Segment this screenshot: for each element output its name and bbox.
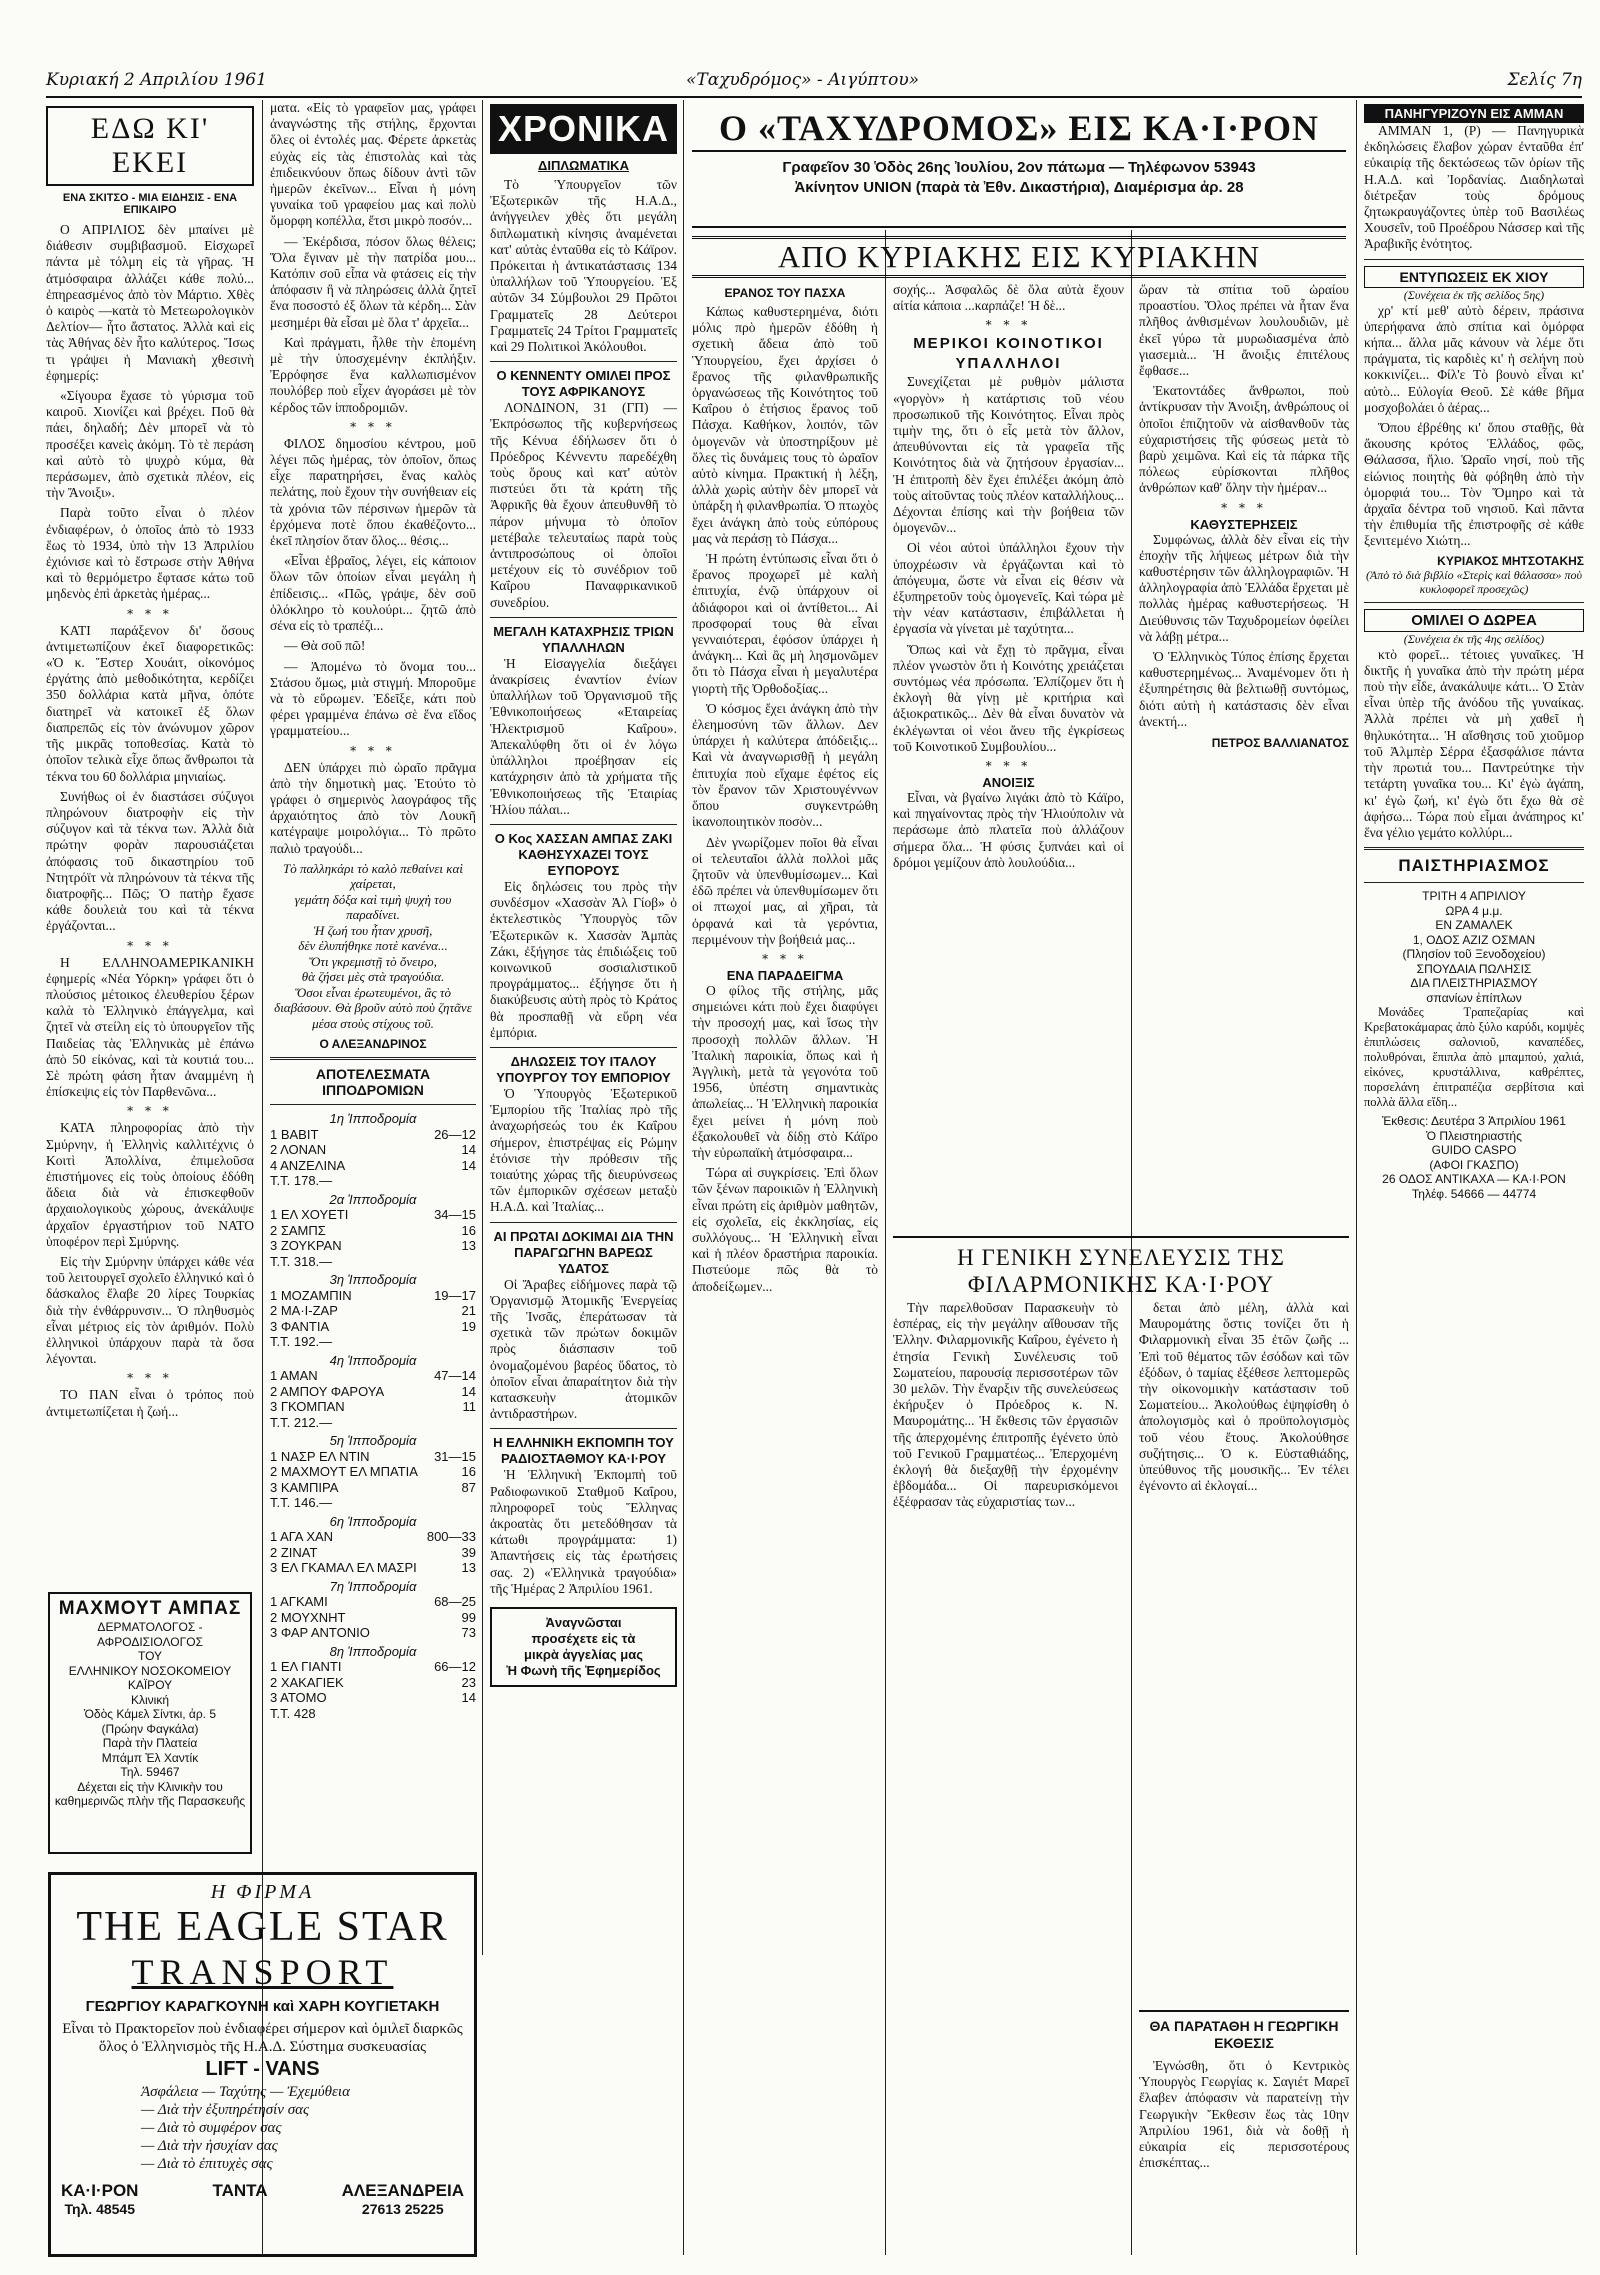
kyriaki-p1: Κάπως καθυστερημένα, διότι μόλις πρὸ ἡμερῶν ἐδόθη ἡ σχετικὴ ἄδεια ἀπὸ τοῦ Ὑπουργείου, ἔχει ἀρχίσει ὁ ἔρανος τῆς φιλανθρωπικῆς ὀργανώσεως τῆς Κοινότητος τοῦ Καΐρου ὁ ἐτήσιος ἔρανος τοῦ Πάσχα. Καθήκον, λοιπόν, τῶν ὁμογενῶν νὰ ὑποστηρίξουν μὲ ὅλες τὶς δυνάμεις τους τὸ ὡραῖον αὐτὸ κίνημα. Πρακτική ἡ λέξη, ἀλλὰ χωρὶς αὐτὴν δὲν μπορεῖ νὰ ὑπάρξη ἡ φιλανθρωπία. Ὁ πτωχὸς ἔχει ἀνάγκη ἀπὸ τοὺς εὐπόρους μας νὰ περάσῃ τὸ Πάσχα... (692, 304, 878, 546)
kyriaki-sub: ΕΡΑΝΟΣ ΤΟΥ ΠΑΣΧΑ (724, 286, 846, 300)
race-result-row (270, 1158, 476, 1174)
ad-eagle-city (213, 2181, 268, 2217)
race-payout: 23 (461, 1674, 476, 1690)
race-horse: 1 ΑΓΑ ΧΑΝ (270, 1529, 334, 1545)
kyriaki-col-c: ὥραν τὰ σπίτια τοῦ ὡραίου προαστίου. Ὅλος πρέπει νὰ ἦταν ἕνα πλῆθος ἀνθισμένων λουλουδιῶν, μὲ ἐκεῖ γύρω τὰ μυρωδιασμένα ἀπὸ γιασεμιὰ... Ἡ ἄνοιξις ἐπιτέλους ἔφθασε... Ἐκατοντάδες ἄνθρωποι, ποὺ ἀντίκρυσαν τὴν Ἀνοιξη, ἀνθρώπους οἱ ὁποῖοι ἐπιζητοῦν νὰ αἰσθανθοῦν τὰς εὐχαριστήσεις τῆς φύσεως μετὰ τὸ βαρὺ χειμῶνα. Καὶ εἰς τὰ πάρκα τῆς πόλεως εὑρίσκονται πλῆθος ἀνθρώπων καθ' ὅλην τὴν ἡμέραν... * * * ΚΑΘΥΣΤΕΡΗΣΕΙΣ Συμφώνως, ἀλλὰ δὲν εἶναι εἰς τὴν ἐποχὴν τῆς λήψεως μέτρων διὰ τὴν καθυστέρησιν τῶν ἀλληλογραφιῶν. Ἡ ἀλληλογραφία ἀπὸ Ἑλλάδα ἔρχεται μὲ πολλὰς ἡμέρας καθυστερήσεως. Ἡ Διεύθυνσις τῶν Ταχυδρομείων ὀφείλει νὰ λάβῃ μέτρα... Ὁ Ἑλληνικὸς Τύπος ἐπίσης ἔρχεται καθυστερημένως... Ἀναμένομεν ὅτι ἡ ἐξυπηρέτησις θὰ βελτιωθῇ συντόμως, διότι αὐτὴ ἡ κατάστασις δὲν εἶναι ἀνεκτή... ΠΕΤΡΟΣ ΒΑΛΛΙΑΝΑΤΟΣ (1139, 282, 1349, 751)
kyriaki2-sub2: ΑΝΟΙΞΙΣ (982, 775, 1035, 791)
race-horse: 3 ΓΚΟΜΠΑΝ (270, 1399, 345, 1415)
col2-signature: Ο ΑΛΕΞΑΝΔΡΙΝΟΣ (319, 1037, 427, 1052)
ad-doctor-line: Μπάμπ Ἐλ Χαντίκ (101, 1750, 199, 1765)
chronika-s6: Οἱ Ἄραβες εἰδήμονες παρὰ τῷ Ὀργανισμῷ Ἀτομικῆς Ἐνεργείας τῆς Ἰνσᾶς, ἐπεράτωσαν τὰ σχετικὰ τῶν πρώτων δοκιμῶν πρὸς διάσπασιν τοῦ ὀνομαζομένου βαρέος ὕδατος, τὸ ὁποῖον εἶναι ἀπαραίτητον διὰ τὴν κατασκευὴν ἀτομικῶν ἀντιδραστήρων. (490, 1276, 677, 1422)
poem-line: Ὅτι γκρεμιστῇ τὸ ὄνειρο, (309, 953, 437, 969)
poem-line: Τὸ παλληκάρι τὸ καλὸ πεθαίνει καὶ χαίρεται, (283, 860, 463, 892)
race-result-row (270, 1690, 476, 1706)
race-result-row (270, 1415, 476, 1431)
ad-doctor-name: ΜΑΧΜΟΥΤ ΑΜΠΑΣ (58, 1598, 242, 1619)
chios-text2: Ὅπου ἐβρέθης κι' ὅπου σταθῇς, θὰ ἄκουσης κρότος Ἑλλάδος, φῶς, Θάλασσα, ἥλιο. Ὡραῖο νησί, ποὺ τῆς εἰώνιος ποιητὴς θὰ φόβηθη ἀπὸ τὴν ὀμορφιά του... Τὸν Ὅμηρο καὶ τὰ ἀρχαῖα δέντρα τοῦ νησιοῦ. Καὶ πᾶντα τὴν ἐπιθυμία τῆς ἐπιστροφῆς σὲ κάθε ξενιτεμένο Χιώτη... (1364, 420, 1584, 549)
auction-text: Μονάδες Τραπεζαρίας καὶ Κρεβατοκάμαρας ἀπὸ ξύλο καρύδι, κομψὲς ἐπιπλώσεις σαλονιοῦ, καναπέδες, πολυθρόναι, ἕπιπλα ἀπὸ μπαμπού, χαλιά, εἰκόνες, κρυστάλλινα, καθρέπτες, πορσελάνη ἐπιτραπέζια σερβίτσια καὶ πολλὰ ἄλλα εἴδη... (1364, 1005, 1584, 1110)
ad-doctor-line: Ὁδὸς Κάμελ Σίντκι, ἀρ. 5 (83, 1707, 217, 1721)
race-horse: Τ.Τ. 318.— (270, 1253, 333, 1269)
race-payout: 14 (461, 1690, 476, 1706)
race-payout: 19—17 (434, 1287, 476, 1303)
header-page: Σελίς 7η (1507, 70, 1582, 90)
col2-poem (270, 861, 476, 1032)
race-horse: 2 ΜΟΥΧΝΗΤ (270, 1609, 346, 1625)
city-name: ΤΑΝΤΑ (212, 2181, 268, 2200)
race-horse: 2 ΜΑΧΜΟΥΤ ΕΛ ΜΠΑΤΙΑ (270, 1464, 418, 1480)
auction-line: ΣΠΟΥΔΑΙΑ ΠΩΛΗΣΙΣ (1416, 961, 1532, 976)
header-rule (46, 96, 1582, 98)
chronika-s2-title: Ο ΚΕΝΝΕΝΤΥ ΟΜΙΛΕΙ ΠΡΟΣ ΤΟΥΣ ΑΦΡΙΚΑΝΟΥΣ (496, 368, 671, 400)
col2-p6: — Θὰ σοῦ πῶ! (284, 638, 366, 654)
city-phone: Τηλ. 48545 (64, 2201, 135, 2217)
ad-eagle-line: — Διὰ τὴν ἐξυπηρέτησίν σας (141, 2102, 310, 2118)
race-horse: 3 ΑΤΟΜΟ (270, 1690, 327, 1706)
column-8 (1364, 100, 1584, 2265)
race-heading: 2α Ἱπποδρομία (329, 1191, 417, 1207)
col2-p2: — Ἐκέρδισα, πόσον ὅλως θέλεις; Ὅλα ἔγιναν μὲ τὴν πατρίδα μου... Κατόπιν σοῦ εἶπα νὰ φτάσεις εἰς τὴν ἀπόφασιν ἢ νὰ πληρώσεις ἀλλὰ ζητεῖ ἕνα ποσοστό ἐξ ὅλων τὰ κέρδη... Σὰν μεσημέρι θὰ εἶσαι μὲ ὅλα τ' ἀρχεῖα... (270, 233, 476, 330)
auction-footer-line: (ΑΦΟΙ ΓΚΑΣΠΟ) (1429, 1157, 1519, 1172)
race-result-row (270, 1706, 476, 1722)
race-horse: 2 ΧΑΚΑΓΙΕΚ (270, 1674, 344, 1690)
edo-p5: Συνήθως οἱ ἐν διαστάσει σύζυγοι πληρώνουν διατροφὴν εἰς τὴν σύζυγον καὶ τὰ τέκνα των. Ἀλλὰ διὰ πρώτην φορὰν παρουσιάζεται ἀπόφασις τοῦ δικαστηρίου τοῦ Ντητρόϊτ νὰ πληρώνουν τὰ τέκνα τῆς διατροφῆς... Πῶς; Ὁ πατὴρ ἔχασε κάθε δουλειὰ του καὶ τὰ τέκνα ἐργάζονται... (46, 788, 254, 934)
chronika-s4-title: Ο Κος ΧΑΣΣΑΝ ΑΜΠΑΣ ΖΑΚΙ ΚΑΘΗΣΥΧΑΖΕΙ ΤΟΥΣ ΕΥΠΟΡΟΥΣ (494, 830, 673, 878)
chronika-s7: Ἡ Ἑλληνικὴ Ἐκπομπὴ τοῦ Ραδιοφωνικοῦ Σταθμοῦ Καΐρου, πληροφορεῖ τοὺς Ἕλληνας ἀκροατὰς ὅτι μετεδόθησαν τὰ κάτωθι προγράμματα: 1) Ἀπαντήσεις εἰς τὰς ἐρωτήσεις σας. 2) «Ἐλληνικὰ τραγούδια» τῆς Ἡμέρας 2 Ἀπριλίου 1961. (490, 1467, 677, 1596)
chronika-ad-box (490, 1607, 677, 1687)
race-result-row (270, 1610, 476, 1626)
kyriaki-para-title: ΕΝΑ ΠΑΡΑΔΕΙΓΜΑ (726, 967, 844, 983)
race-result-row (270, 1545, 476, 1561)
kyriaki3-sub1: ΚΑΘΥΣΤΕΡΗΣΕΙΣ (1190, 516, 1298, 532)
ad-doctor-line: ΑΦΡΟΔΙΣΙΟΛΟΓΟΣ (97, 1634, 203, 1649)
race-horse: 3 ΕΛ ΓΚΑΜΑΛ ΕΛ ΜΑΣΡΙ (270, 1560, 417, 1576)
auction-footer-line: Ἐκθεσις: Δευτέρα 3 Ἀπριλίου 1961 (1382, 1114, 1566, 1129)
genset-col-b (1139, 1300, 1349, 1995)
city-name: ΑΛΕΞΑΝΔΡΕΙΑ (341, 2181, 464, 2200)
ad-doctor-line: (Πρώην Φαγκάλα) (101, 1721, 199, 1736)
race-payout (420, 1334, 476, 1350)
race-result-row (270, 1480, 476, 1496)
chronika-s4: Εἰς δηλώσεις του πρὸς τὴν συνδέσμον «Χασσὰν Ἀλ Γίοβ» ὁ ἐκτελεστικὸς Ὑπουργὸς τῶν Ἐξωτερικῶν κ. Χασσὰν Ἀμπὰς Ζάκι, ἐξήγησε τὰς ἐπιδιώξεις τοῦ κοινωνικοῦ σοσιαλιστικοῦ προγράμματος... ἐξήγησε ὅτι ἡ διακύβευσις αὐτὴ πρὸς τὸ Κράτος θὰ προσπαθῇ νὰ εὕρη νέα ἐμπόρια. (490, 878, 677, 1040)
ad-doctor-line: ΕΛΛΗΝΙΚΟΥ ΝΟΣΟΚΟΜΕΙΟΥ (68, 1663, 232, 1678)
auction-line: ΤΡΙΤΗ 4 ΑΠΡΙΛΙΟΥ (1422, 889, 1526, 904)
race-payout: 11 (462, 1399, 476, 1415)
genset-headline (893, 1236, 1349, 1298)
race-horse: Τ.Τ. 428 (270, 1705, 316, 1721)
running-header (46, 70, 1582, 96)
race-payout: 14 (461, 1383, 476, 1399)
chios-title: ΕΝΤΥΠΩΣΕΙΣ ΕΚ ΧΙΟΥ (1364, 266, 1584, 288)
col2-p3: Καὶ πράγματι, ἦλθε τὴν ἑπομένη μὲ τὴν ὑποσχεμένην ἐκπλήξιν. Ἐρρόφησε ἕνα καλλωπισμένον πουλόβερ ποὺ εἶχεν ἀγοράσει μὲ τὸν κέρδος τῶν ἱπποδρομιῶν. (270, 334, 476, 415)
banner-line2: Ἀκίνητον UNION (παρὰ τὰ Ἐθν. Δικαστήρια), Διαμέρισμα ἀρ. 28 (794, 179, 1244, 196)
chronika-ad-line: Ἡ Φωνὴ τῆς Ἐφημερίδος (506, 1663, 661, 1679)
race-horse: 3 ΚΑΜΠΙΡΑ (270, 1479, 339, 1495)
col2-p8: ΔΕΝ ὑπάρχει πιὸ ὡραῖο πρᾶγμα ἀπὸ τὴν δημοτικὴ μας. Ἐτούτο τὸ γράφει ὁ σημερινὸς λαογράφος τῆς ἀρχαιότητος ἀπὸ τὸν Λουκῆ κατέγραψε μοιρολόγια... Τὸ πρῶτο παλιὸ τραγούδι... (270, 759, 476, 856)
column-rule (482, 100, 483, 1955)
chronika-s3-title: ΜΕΓΑΛΗ ΚΑΤΑΧΡΗΣΙΣ ΤΡΙΩΝ ΥΠΑΛΛΗΛΩΝ (493, 623, 674, 655)
ad-eagle-line: — Διὰ τὴν ἡσυχίαν σας (141, 2138, 278, 2154)
race-result-row (270, 1303, 476, 1319)
race-horse: 3 ΖΟΥΚΡΑΝ (270, 1238, 342, 1254)
poem-line: Ἡ ζωή του ἦταν χρυσῆ, (313, 922, 433, 938)
ad-eagle-star (48, 1872, 477, 2257)
race-payout: 39 (461, 1544, 476, 1560)
city-name: ΚΑ·Ι·ΡΟΝ (61, 2181, 139, 2200)
race-payout: 14 (461, 1157, 476, 1173)
auction-footer-line: Τηλέφ. 54666 — 44774 (1411, 1186, 1537, 1201)
race-horse: 4 ΑΝΖΕΛΙΝΑ (270, 1157, 346, 1173)
kyriaki-title: ΑΠΟ ΚΥΡΙΑΚΗΣ ΕΙΣ ΚΥΡΙΑΚΗΝ (692, 236, 1346, 278)
column-rule (683, 100, 684, 2255)
edo-p8: Εἰς τὴν Σμύρνην ὑπάρχει κάθε νέα τοῦ λειτουργεῖ σχολεῖο ἑλληνικό καὶ ὁ δάσκαλος ἔλαβε 20 λίρες Τουρκίας διὰ τὴν ἐνθάρρυνσιν... Ὁ πληθυσμὸς εἶναι μέτριος εἰς τὸν ἀριθμόν. Πολὺ ἐλληνικοὶ ὑπάρχουν παρὰ τὰ ὅσα λέγονται. (46, 1253, 254, 1367)
genset-b: δεται ἀπὸ μέλη, ἀλλὰ καὶ Μαυρομάτης ὅστις τονίζει ὅτι ἡ Φιλαρμονικὴ εἶναι 35 ἐτῶν ζωῆς ... Ἐπὶ τοῦ θέματος τῶν ἐσόδων καὶ τῶν ἐξόδων, ὁ ταμίας ἐξέθεσε λεπτομερῶς τὴν οἰκονομικὴν κατάστασιν τοῦ Σωματείου... Ἀκολούθως ἐψηφίσθη ὁ ἀπολογισμὸς καὶ ὁ προϋπολογισμὸς τοῦ νέου ἔτους. Ἀκολούθησε συζήτησις... Ὁ κ. Εὐσταθιάδης, ὑπεύθυνος τῆς μουσικῆς... Ἐν τέλει ἐγένοντο αἱ ἐκλογαί... (1139, 1300, 1349, 1494)
race-heading: 4η Ἱπποδρομία (329, 1352, 417, 1368)
kyriaki-p3: Ὁ κόσμος ἔχει ἀνάγκη ἀπὸ τὴν ἐλεημοσύνη τῶν ἄλλων. Δεν ὑπάρχει ἡ καλύτερα ἀπόδειξις... Καὶ νὰ ἀναγνωρισθῇ ἡ μεγάλη ἐπιτυχία ποὺ εἴχαμε ἐφέτος εἰς τὸν ἔρανον τῶν Χριστουγέννων ὅπου συγκεντρώθη ἱκανοποιητικὸν ποσὸν... (692, 700, 878, 830)
col2-p5: «Εἶναι ἑβραῖος, λέγει, εἰς κάποιον ὅλων τῶν ὁποίων εἶναι μεγάλη ἡ ἐπίδεισις... «Πῶς, γράψε, δὲν σοῦ ὁλόκληρο τὸ κουλούρι... ζητῶ ἀπὸ σένα εἰς τὸ τραπέζι... (270, 553, 476, 634)
race-payout (420, 1173, 476, 1189)
chios-signature: ΚΥΡΙΑΚΟΣ ΜΗΤΣΟΤΑΚΗΣ (1437, 553, 1584, 568)
kyriaki-p5: Ο φίλος τῆς στήλης, μᾶς σημειώνει κάτι ποὺ ἔχει διαφύγει τὴν προσοχή μας, καὶ ἴσως τὴν προσοχὴ πολλῶν ἄλλων. Ἡ Ἰταλικὴ παροικία, ὅπως καὶ ἡ Ἀγγλικὴ, μετὰ τὰ γεγονότα τοῦ 1956, ὑπέστη σημαντικὰς ἀπωλείας... Ἡ Ἑλληνικὴ παροικία ἔχει μείνει ἡ μόνη ποὺ ἐξακολουθεῖ νὰ δίδῃ στὸ Κάϊρο τὴν εὐρωπαϊκὴ ἀτμόσφαιρα... (692, 982, 878, 1160)
ad-doctor-line: Δέχεται εἰς τὴν Κλινικὴν του καθημερινῶς πλὴν τῆς Παρασκευῆς (54, 1779, 246, 1808)
race-payout: 21 (461, 1303, 476, 1319)
ad-doctor-line: Κλινική (130, 1692, 169, 1707)
race-horse: 1 ΑΓΚΑΜΙ (270, 1594, 328, 1610)
kyriaki-p6: Τώρα αἱ συγκρίσεις. Ἐπὶ ὅλων τῶν ξένων παροικιῶν ἡ Ἑλληνικὴ εἶναι πρώτη εἰς ἀριθμὸν μαθητῶν, εἰς σχολεῖα, εἰς ἐκκλησίας, εἰς συλλόγους... Ἡ Ἑλληνικὴ εἶναι καὶ ἡ πλέον δραστήρια παροικία. Πιστεύομε πῶς θὰ τὸ ἀποδείξωμεν... (692, 1165, 878, 1294)
dorea-title: ΟΜΙΛΕΙ Ο ΔΩΡΕΑ (1364, 609, 1584, 632)
kyriaki2-sub1: ΜΕΡΙΚΟΙ ΚΟΙΝΟΤΙΚΟΙ ΥΠΑΛΛΗΛΟΙ (913, 335, 1104, 373)
race-result-row (270, 1659, 476, 1675)
edo-p9: ΤΟ ΠΑΝ εἶναι ὁ τρόπος ποὺ ἀντιμετωπίζεται ἡ ζωή... (46, 1387, 254, 1419)
race-payout: 13 (461, 1238, 476, 1254)
race-horse: 1 ΕΛ ΧΟΥΕΤΙ (270, 1207, 349, 1223)
race-payout: 31—15 (434, 1448, 476, 1464)
banner (692, 106, 1346, 224)
ad-doctor-line: Παρὰ τὴν Πλατεία (102, 1736, 198, 1750)
chronika-s5-title: ΔΗΛΩΣΕΙΣ ΤΟΥ ΙΤΑΛΟΥ ΥΠΟΥΡΓΟΥ ΤΟΥ ΕΜΠΟΡΙΟΥ (496, 1053, 671, 1085)
race-horse: 1 ΑΜΑΝ (270, 1368, 318, 1384)
edo-p4: ΚΑΤΙ παράξενον δι' ὅσους ἀντιμετωπίζουν ἐκεῖ διαφορετικῶς: «Ὁ κ. Ἔστερ Χουάιτ, οἰκονόμος ἐργάτης ἀπὸ μεθοδικότητα, κερδίζει 350 δολλάρια κατὰ μῆνα, ὁπότε διατηρεῖ νὰ κατοικεῖ ἐξ ὅλων διαπρεπῶς εἰς τὸν ἀνώνυμον χῶρον τῆς μικρᾶς τοποθεσίας. Κατὰ τὸ ὁποῖον τελικὰ εἶχε ὅπως ἄνθρωποι τὰ τέκνα του 60 δολλάρια μηνιαίως. (46, 622, 254, 784)
chios-sign-note: (Ἀπὸ τὸ διὰ βιβλίο «Στερὶς καὶ θάλασσα» ποὺ κυκλοφορεῖ προσεχῶς) (1365, 567, 1583, 596)
race-heading: 5η Ἱπποδρομία (329, 1433, 417, 1449)
chronika-ad-line: προσέχετε εἰς τὰ (531, 1631, 636, 1647)
races-title: ΑΠΟΤΕΛΕΣΜΑΤΑ ΙΠΠΟΔΡΟΜΙΩΝ (315, 1066, 431, 1099)
race-payout: 73 (461, 1625, 476, 1641)
race-payout: 87 (461, 1479, 476, 1495)
kyriaki-col-a: ΕΡΑΝΟΣ ΤΟΥ ΠΑΣΧΑ Κάπως καθυστερημένα, διότι μόλις πρὸ ἡμερῶν ἐδόθη ἡ σχετικὴ ἄδεια ἀπὸ τοῦ Ὑπουργείου, ἔχει ἀρχίσει ὁ ἔρανος τῆς φιλανθρωπικῆς ὀργανώσεως τῆς Κοινότητος τοῦ Καΐρου ὁ ἐτήσιος ἔρανος τοῦ Πάσχα. Καθήκον, λοιπόν, τῶν ὁμογενῶν νὰ ὑποστηρίξουν μὲ ὅλες τὶς δυνάμεις τους τὸ ὡραῖον αὐτὸ κίνημα. Πρακτική ἡ λέξη, ἀλλὰ χωρὶς αὐτὴν δὲν μπορεῖ νὰ ὑπάρξη ἡ φιλανθρωπία. Ὁ πτωχὸς ἔχει ἀνάγκη ἀπὸ τοὺς εὐπόρους μας νὰ περάσῃ τὸ Πάσχα... Ἡ πρώτη ἐντύπωσις εἶναι ὅτι ὁ ἔρανος προχωρεῖ μὲ καλὴ ἐπιτυχία, ἐνῷ ὑπάρχουν οἱ ἀδιάφοροι καὶ οἱ ἀντίθετοι... Αἱ προσφοραί τους θὰ εἶναι γενναιότεραι, ἐφόσον ὑπάρχει ἡ ἀνάγκη... Καὶ ἂς μὴ λησμονῶμεν ὅτι τὸ Πάσχα εἶναι ἡ μεγαλυτέρα γιορτὴ τῆς Ὀρθοδοξίας... Ὁ κόσμος ἔχει ἀνάγκη ἀπὸ τὴν ἐλεημοσύνη τῶν ἄλλων. Δεν ὑπάρχει ἡ καλύτερα ἀπόδειξις... Καὶ νὰ ἀναγνωρισθῇ ἡ μεγάλη ἐπιτυχία ποὺ εἴχαμε ἐφέτος εἰς τὸν ἔρανον τῶν Χριστουγέννων ὅπου συγκεντρώθη ἱκανοποιητικὸν ποσὸν... Δὲν γνωρίζομεν ποῖοι θὰ εἶναι οἱ τελευταῖοι ἀλλὰ πολλοὶ μᾶς ζητοῦν νὰ ὑπενθυμίσωμεν... Καὶ ἐδῶ πρέπει νὰ ὑπενθυμίσωμεν ὅτι οἱ πτωχοί μας, αἱ χῆραι, τὰ ὀρφανά καὶ τὰ γερόντια, περιμένουν τὴν βοήθειά μας... * * * ΕΝΑ ΠΑΡΑΔΕΙΓΜΑ Ο φίλος τῆς στήλης, μᾶς σημειώνει κάτι ποὺ ἔχει διαφύγει τὴν προσοχή μας, καὶ ἴσως τὴν προσοχὴ πολλῶν ἄλλων. Ἡ Ἰταλικὴ παροικία, ὅπως καὶ ἡ Ἀγγλικὴ, μετὰ τὰ γεγονότα τοῦ 1956, ὑπέστη σημαντικὰς ἀπωλείας... Ἡ Ἑλληνικὴ παροικία ἔχει μείνει ἡ μόνη ποὺ ἐξακολουθεῖ νὰ δίδῃ στὸ Κάϊρο τὴν εὐρωπαϊκὴ ἀτμόσφαιρα... Τώρα αἱ συγκρίσεις. Ἐπὶ ὅλων τῶν ξένων παροικιῶν ἡ Ἑλληνικὴ εἶναι πρώτη εἰς ἀριθμὸν μαθητῶν, εἰς σχολεῖα, εἰς ἐκκλησίας, εἰς συλλόγους... Ἡ Ἑλληνικὴ εἶναι καὶ ἡ πλέον δραστήρια παροικία. Πιστεύομε πῶς θὰ τὸ ἀποδείξωμεν... (692, 286, 878, 1294)
kyriaki3-p2: Ἐκατοντάδες ἄνθρωποι, ποὺ ἀντίκρυσαν τὴν Ἀνοιξη, ἀνθρώπους οἱ ὁποῖοι ἐπιζητοῦν νὰ αἰσθανθοῦν τὰς εὐχαριστήσεις τῆς φύσεως μετὰ τὸ βαρὺ χειμῶνα. Καὶ εἰς τὰ πάρκα τῆς πόλεως εὑρίσκονται πλῆθος ἀνθρώπων καθ' ὅλην τὴν ἡμέραν... (1139, 383, 1349, 496)
race-result-row (270, 1142, 476, 1158)
ad-eagle-transport: TRANSPORT (131, 1952, 394, 1992)
race-heading: 6η Ἱπποδρομία (329, 1513, 417, 1529)
auction-line: σπανίων ἐπίπλων (1426, 990, 1522, 1005)
chronika-s7-title: Η ΕΛΛΗΝΙΚΗ ΕΚΠΟΜΠΗ ΤΟΥ ΡΑΔΙΟΣΤΑΘΜΟΥ ΚΑ·Ι·ΡΟΥ (493, 1435, 674, 1467)
edo-p3: Παρὰ τοῦτο εἶναι ὁ πλέον ἐνδιαφέρων, ὁ ὁποῖος ἀπὸ τὸ 1933 ἕως τὸ 1934, ὑπὸ τὴν 13 Ἀπριλίου ἐχιόνισε καὶ τὸ ἔστρωσε στὴν Ἀθήνα καὶ τὸ θερμόμετρο ἔφτασε κάτω τοῦ μηδενὸς ἐπὶ ἀρκετὰς ἡμέρας... (46, 505, 254, 602)
race-result-row (270, 1319, 476, 1335)
ad-eagle-firm: Η ΦΙΡΜΑ (210, 1881, 315, 1903)
race-horse: Τ.Τ. 212.— (270, 1414, 333, 1430)
kyriaki2-p1: σοχής... Ἀσφαλῶς δὲ ὅλα αὐτὰ ἔχουν αἰτία κάποια ...καρπάζε! Ἡ δὲ... (893, 282, 1124, 314)
expo-text: Ἐγνώσθη, ὅτι ὁ Κεντρικὸς Ὑπουργὸς Γεωργίας κ. Σαγιέτ Μαρεῖ ἔλαβεν ἀπόφασιν νὰ παρατείνῃ τὴν Γεωργικὴν Ἔκθεσιν ἕως τὰς 10ην Ἀπριλίου 1961, διὰ νὰ δοθῇ ἡ εὐκαιρία εἰς περισσοτέρους ἐπισκέπτας... (1139, 2058, 1349, 2171)
col2-p4: ΦΙΛΟΣ δημοσίου κέντρου, μοῦ λέγει πῶς ἡμέρας, τὸν ὁποῖον, ὅπως εἶχε παρατηρήσει, ἕνας καλὸς πελάτης, ποὺ ἔχουν τὴν συνήθειαν εἰς τὰ χρόνια τῶν πέρσινων ἡμερῶν τὰ ἐρχόμενα ποτὲ ὅπου ἐκαθέζοντο... ἐκεῖ πλησίον ὅταν ὅλος... θέσις... (270, 435, 476, 549)
race-result-row (270, 1495, 476, 1511)
kyriaki-p2: Ἡ πρώτη ἐντύπωσις εἶναι ὅτι ὁ ἔρανος προχωρεῖ μὲ καλὴ ἐπιτυχία, ἐνῷ ὑπάρχουν οἱ ἀδιάφοροι καὶ οἱ ἀντίθετοι... Αἱ προσφοραί τους θὰ εἶναι γενναιότεραι, ἐφόσον ὑπάρχει ἡ ἀνάγκη... Καὶ ἂς μὴ λησμονῶμεν ὅτι τὸ Πάσχα εἶναι ἡ μεγαλυτέρα γιορτὴ τῆς Ὀρθοδοξίας... (692, 551, 878, 696)
ad-eagle-cities (61, 2181, 464, 2217)
race-payout (420, 1254, 476, 1270)
header-date: Κυριακή 2 Απριλίου 1961 (46, 70, 267, 90)
auction-line: ΕΝ ΖΑΜΑΛΕΚ (1435, 918, 1513, 933)
ad-eagle-line: — Διὰ τὸ συμφέρον σας (141, 2120, 282, 2136)
race-horse: 3 ΦΑΝΤΙΑ (270, 1318, 330, 1334)
ad-eagle-city (342, 2181, 464, 2217)
race-heading: 3η Ἱπποδρομία (329, 1272, 417, 1288)
race-horse: 2 ΑΜΠΟΥ ΦΑΡΟΥΑ (270, 1383, 385, 1399)
kyriaki2-p2: Συνεχίζεται μὲ ρυθμὸν μάλιστα «γοργὸν» ἡ κατάρτισις τοῦ νέου προσωπικοῦ τῆς Κοινότητος. Εἶναι πρὸς τιμὴν της, ὅτι ὁ εἷς μετὰ τὸν ἄλλον, ἀπευθύνονται εἰς τὰ γραφεῖα τῆς Κοινότητος διὰ νὰ ζητήσουν ἐργασίαν... Ἡ ἐπιτροπὴ δὲν ἔχει ἐπιλέξει ἀκόμη ἀπὸ τοὺς αἰτοῦντας τοὺς πλέον καταλλήλους... Δέχονται ἐπίσης καὶ τὴν βοήθεια τῶν ὁμογενῶν... (893, 374, 1124, 536)
kyriaki-p4: Δὲν γνωρίζομεν ποῖοι θὰ εἶναι οἱ τελευταῖοι ἀλλὰ πολλοὶ μᾶς ζητοῦν νὰ ὑπενθυμίσωμεν... Καὶ ἐδῶ πρέπει νὰ ὑπενθυμίσωμεν ὅτι οἱ πτωχοί μας, αἱ χῆραι, τὰ ὀρφανά καὶ τὰ γερόντια, περιμένουν τὴν βοήθειά μας... (692, 834, 878, 947)
race-result-row (270, 1173, 476, 1189)
race-horse: 1 ΜΟΖΑΜΠΙΝ (270, 1287, 352, 1303)
amman-text: ΑΜΜΑΝ 1, (Ρ) — Πανηγυρικὰ ἐκδηλώσεις ἔλαβον χώραν ἐνταῦθα ἐπ' εὐκαιρίᾳ τῆς δεκτώσεως τῶν ὁρίων τῆς Η.Α.Δ. καὶ Ἰορδανίας. Διαδηλωταὶ διέτρεξαν τοὺς δρόμους ζητωκραυγάζοντες ὑπὲρ τοῦ Βασιλέως Χουσεΐν, τοῦ Προέδρου Νάσσερ καὶ τῆς Ἀραβικῆς ἑνότητος. (1364, 123, 1584, 252)
race-horse: 2 ΛΟΝΑΝ (270, 1142, 327, 1158)
chronika-s1: Τὸ Ὑπουργεῖον τῶν Ἐξωτερικῶν τῆς Η.Α.Δ., ἀνήγγειλεν χθὲς ὅτι μεγάλη διπλωματικὴ κίνησις ἀναμένεται κατ' αὐτὰς ἐνταῦθα εἰς τὸ Κάϊρον. Πρόκειται ἡ ἀντικατάστασις 134 ὑπαλλήλων τοῦ Ὑπουργείου. Ἐξ αὐτῶν 34 Σύμβουλοι 29 Πρῶτοι Γραμματεῖς 28 Δεύτεροι Γραμματεῖς 24 Τρίτοι Γραμματεῖς καὶ 29 Πολιτικοὶ Ἀκόλουθοι. (490, 177, 677, 355)
col2-p7: — Ἀπομένω τὸ ὄνομα του... Στάσου ὅμως, μιὰ στιγμή. Μποροῦμε νὰ τὸ εὕρωμεν. Ἐδεῖξε, κάτι ποὺ φέρει γραμμένα ἐπάνω σὲ ἕνα εἴδος γραμματείου... (270, 658, 476, 739)
ad-doctor-line: ΚΑΪΡΟΥ (127, 1678, 173, 1692)
genset-title: Η ΓΕΝΙΚΗ ΣΥΝΕΛΕΥΣΙΣ ΤΗΣ ΦΙΛΑΡΜΟΝΙΚΗΣ ΚΑ·Ι·ΡΟΥ (957, 1245, 1285, 1297)
auction-line: ΔΙΑ ΠΛΕΙΣΤΗΡΙΑΣΜΟΥ (1410, 976, 1538, 991)
kyriaki-col-b: σοχής... Ἀσφαλῶς δὲ ὅλα αὐτὰ ἔχουν αἰτία κάποια ...καρπάζε! Ἡ δὲ... * * * ΜΕΡΙΚΟΙ ΚΟΙΝΟΤΙΚΟΙ ΥΠΑΛΛΗΛΟΙ Συνεχίζεται μὲ ρυθμὸν μάλιστα «γοργὸν» ἡ κατάρτισις τοῦ νέου προσωπικοῦ τῆς Κοινότητος. Εἶναι πρὸς τιμὴν της, ὅτι ὁ εἷς μετὰ τὸν ἄλλον, ἀπευθύνονται εἰς τὰ γραφεῖα τῆς Κοινότητος διὰ νὰ ζητήσουν ἐργασίαν... Ἡ ἐπιτροπὴ δὲν ἔχει ἐπιλέξει ἀκόμη ἀπὸ τοὺς αἰτοῦντας τοὺς πλέον καταλλήλους... Δέχονται ἐπίσης καὶ τὴν βοήθεια τῶν ὁμογενῶν... Οἱ νέοι αὐτοὶ ὑπάλληλοι ἔχουν τὴν ὑποχρέωσιν νὰ ἐργάζωνται καὶ τὸ ἀπόγευμα, ὥστε νὰ εἶναι εἰς θέσιν νὰ ἐξυπηρετοῦν τοὺς ὁμογενεῖς. Καὶ τώρα μὲ τὴν νέαν κατάστασιν, ἐπιβάλλεται ἡ ἐργασία νὰ γίνεται μὲ ταχύτητα... Ὅπως καὶ νὰ ἔχῃ τὸ πρᾶγμα, εἶναι πλέον γνωστὸν ὅτι ἡ Κοινότης χρειάζεται συντόμως νέα πρόσωπα. Ἐλπίζομεν ὅτι ἡ ἐκλογὴ θὰ γίνῃ μὲ κριτήρια καὶ ἀξιοκρατικῶς... Δὲν θὰ εἶναι δυνατὸν νὰ ἐκλέγωνται οἱ νέοι ἄνευ τῆς ἐγκρίσεως τοῦ Κοινοτικοῦ Συμβουλίου... * * * ΑΝΟΙΞΙΣ Εἶναι, νὰ βγαίνω λιγάκι ἀπὸ τὸ Κάϊρο, καὶ πηγαίνοντας πρὸς τὴν Ἡλιούπολιν νὰ περάσωμε ἀπὸ πλατεῖα ποὺ ἀλλάζουν σήμερα ὅλα... Ἡ φύσις ξυπνάει καὶ οἱ δρόμοι γεμίζουν ἀπὸ λουλούδια... (893, 282, 1124, 870)
ad-doctor-line: ΤΟΥ (137, 1649, 163, 1663)
race-payout: 13 (461, 1560, 476, 1576)
kyriaki-headline (692, 236, 1346, 278)
poem-line: θὰ ζήσει μὲς στὰ τραγούδια. (301, 969, 445, 985)
race-payout (420, 1706, 476, 1722)
race-horse: Τ.Τ. 178.— (270, 1173, 333, 1189)
column-rule (885, 230, 886, 2255)
race-horse: 2 ΣΑΜΠΣ (270, 1222, 326, 1238)
ad-eagle-line: — Διὰ τὸ ἐπιτυχὲς σας (141, 2156, 273, 2172)
genset-col-a (893, 1300, 1118, 2265)
header-paper: «Ταχυδρόμος» - Αιγύπτου» (686, 70, 920, 90)
edo-p7: ΚΑΤΑ πληροφορίας ἀπὸ τὴν Σμύρνην, ἡ Ἑλληνὶς καλλιτέχνις ὁ Κοιτὶ Ἀπολλίνα, ἐπιμελοῦσα ἐπιστήμονες εἰς τοὺς ὁποίους ἐδόθη ἄδεια διὰ νὰ ἐπισκεφθοῦν ἀρχαιολογικοὺς χώρους, ἀνεκάλυψε ἀρχαῖον ἐργαστήριον τοῦ ΝΑΤΟ ὑποφέρον περὶ Σμύρνης. (46, 1120, 254, 1249)
column-rule (1356, 100, 1357, 2255)
kyriaki2-p5: Εἶναι, νὰ βγαίνω λιγάκι ἀπὸ τὸ Κάϊρο, καὶ πηγαίνοντας πρὸς τὴν Ἡλιούπολιν νὰ περάσωμε ἀπὸ πλατεῖα ποὺ ἀλλάζουν σήμερα ὅλα... Ἡ φύσις ξυπνάει καὶ οἱ δρόμοι γεμίζουν ἀπὸ λουλούδια... (893, 790, 1124, 870)
chronika-s5: Ὁ Ὑπουργὸς Ἐξωτερικοῦ Ἐμπορίου τῆς Ἰταλίας πρὸ τῆς ἀναχωρήσεώς του ἐκ Καΐρου σήμερον, ἐπιστρέψας εἰς Ρώμην ἐτόνισε τὴν πρόθεσιν τῆς τοιαύτης χώρας τῆς διευρύνσεως τῶν ἐμπορικῶν σχέσεων μεταξὺ Η.Α.Δ. καὶ Ἰταλίας... (490, 1085, 677, 1215)
race-heading: 7η Ἱπποδρομία (329, 1578, 417, 1594)
chronika-s2: ΛΟΝΔΙΝΟΝ, 31 (ΓΠ) — Ἐκπρόσωπος τῆς κυβερνήσεως τῆς Κένυα ἐδήλωσεν ὅτι ὁ Πρόεδρος Κέννεντυ παρεδέχθη τοὺς ὅρους καὶ κατ' αὐτὸν πιστεύει ὅτι τὰ κράτη τῆς Ἀφρικῆς θὰ ἔχουν ἀπευθυνθῆ τὸ πάρον μήνυμα τὸ ὁποῖον μετέβαλε τελευταίως παρὰ τοὺς ἀντιπροσώπους οἱ ὁποῖοι μετέχουν εἰς τὸ συνέδριον τοῦ Καΐρου Παναφρικανικοῦ συνεδρίου. (490, 400, 677, 610)
race-result-row (270, 1384, 476, 1400)
edo-subtitle: ΕΝΑ ΣΚΙΤΣΟ - ΜΙΑ ΕΙΔΗΣΙΣ - ΕΝΑ ΕΠΙΚΑΙΡΟ (62, 192, 238, 216)
race-horse: 2 ΖΙΝΑΤ (270, 1544, 318, 1560)
race-horse: 2 ΜΑ·Ι-ΖΑΡ (270, 1303, 338, 1319)
race-payout: 34—15 (434, 1207, 476, 1223)
race-payout: 16 (461, 1464, 476, 1480)
ad-eagle-owners: ΓΕΩΡΓΙΟΥ ΚΑΡΑΓΚΟΥΝΗ καὶ ΧΑΡΗ ΚΟΥΓΙΕΤΑΚΗ (85, 1998, 440, 2015)
edo-title-box (46, 106, 254, 186)
kyriaki3-p3: Συμφώνως, ἀλλὰ δὲν εἶναι εἰς τὴν ἐποχὴν τῆς λήψεως μέτρων διὰ τὴν καθυστέρησιν τῶν ἀλληλογραφιῶν. Ἡ ἀλληλογραφία ἀπὸ Ἑλλάδα ἔρχεται μὲ πολλὰς ἡμέρας καθυστερήσεως. Ἡ Διεύθυνσις τῶν Ταχυδρομείων ὀφείλει νὰ λάβῃ μέτρα... (1139, 531, 1349, 644)
chronika-ad-line: Ἀναγνῶσται (545, 1615, 622, 1631)
poem-line: Ὅσοι εἶναι ἐρωτευμένοι, ἂς τὸ διαβάσουν. Θὰ βροῦν αὐτὸ ποὺ ζητᾶνε μέσα στοὺς στίχους τοῦ. (274, 984, 472, 1031)
race-horse: Τ.Τ. 146.— (270, 1495, 333, 1511)
poem-line: δὲν ἐλυπήθηκε ποτὲ κανένα... (298, 938, 448, 954)
race-payout: 66—12 (434, 1659, 476, 1675)
race-result-row (270, 1594, 476, 1610)
race-result-row (270, 1529, 476, 1545)
race-result-row (270, 1223, 476, 1239)
race-payout (420, 1415, 476, 1431)
race-result-row (270, 1334, 476, 1350)
auction-line: (Πλησίον τοῦ Ξενοδοχείου) (1402, 947, 1546, 962)
amman-title: ΠΑΝΗΓΥΡΙΖΟΥΝ ΕΙΣ ΑΜΜΑΝ (1364, 104, 1584, 123)
race-result-row (270, 1368, 476, 1384)
banner-title: Ο «ΤΑΧΥΔΡΟΜΟΣ» ΕΙΣ ΚΑ·Ι·ΡΟΝ (692, 106, 1346, 152)
ad-doctor-line: Τηλ. 59467 (120, 1765, 180, 1779)
auction-lines (1364, 889, 1584, 1005)
race-payout: 68—25 (434, 1594, 476, 1610)
auction-footer (1364, 1114, 1584, 1201)
race-result-row (270, 1625, 476, 1641)
race-heading: 1η Ἱπποδρομία (329, 1111, 417, 1127)
edo-title: ΕΔΩ ΚΙ' ΕΚΕΙ (90, 112, 210, 179)
poem-line: γεμάτη δόξα καὶ τιμὴ ψυχὴ του παραδίνει. (294, 891, 452, 923)
race-payout: 800—33 (426, 1529, 476, 1545)
ad-doctor-line: ΔΕΡΜΑΤΟΛΟΓΟΣ - (97, 1620, 203, 1634)
banner-line1: Γραφεῖον 30 Ὁδὸς 26ης Ἰουλίου, 2ον πάτωμα — Τηλέφωνον 53943 (782, 159, 1256, 176)
race-result-row (270, 1399, 476, 1415)
auction-title: ΠΑΙΣΤΗΡΙΑΣΜΟΣ (1398, 856, 1550, 876)
ad-eagle-desc: Εἶναι τὸ Πρακτορεῖον ποὺ ἐνδιαφέρει σήμερον καὶ ὁμιλεῖ διαρκῶς ὅλος ὁ Ἑλληνισμὸς τῆς Η.Α.Δ. Σύστημα συσκευασίας (62, 2021, 463, 2055)
ad-eagle-city (61, 2181, 138, 2217)
edo-p2: «Σίγουρα ἔχασε τὸ γύρισμα τοῦ καιροῦ. Χιονίζει καὶ βρέχει. Ποῦ θὰ πάει, δηλαδή; Δὲν μπορεῖ νὰ τὸ προσέξει κανεὶς ἀκόμη. Τὸ τὲ περάση καὶ αὐτὸ τὸ ψυχρὸ κύμα, θὰ περάσωμεν, ἀπὸ σχετικὰ πλέον, εἰς τὴν Ἄνοιξι». (46, 388, 254, 501)
race-payout: 14 (461, 1142, 476, 1158)
kyriaki3-p1: ὥραν τὰ σπίτια τοῦ ὡραίου προαστίου. Ὅλος πρέπει νὰ ἦταν ἕνα πλῆθος ἀνθισμένων λουλουδιῶν, μὲ ἐκεῖ γύρω τὰ μυρωδιασμένα ἀπὸ γιασεμιὰ... Ἡ ἄνοιξις ἐπιτέλους ἔφθασε... (1139, 282, 1349, 379)
ad-mahmout-ampas (48, 1592, 252, 1854)
chronika-s3: Ἡ Εἰσαγγελία διεξάγει ἀνακρίσεις ἐναντίον ἐνίων ὑπαλλήλων τοῦ Ὀργανισμοῦ τῆς Ἐθνικοποιήσεως «Εταιρείας Ἡλεκτρισμοῦ Καΐρου». Ἀπεκαλύφθη ὅτι οἱ ἐν λόγω ὑπάλληλοι προέβησαν εἰς κατάχρησιν ἀπὸ τὰ χρήματα τῆς Ἐθνικοποιήσεως τῆς Ἑταιρίας Ἡλίου πάλαι... (490, 655, 677, 817)
ad-eagle-name: THE EAGLE STAR (76, 1904, 449, 1950)
race-result-row (270, 1560, 476, 1576)
race-payout: 47—14 (434, 1368, 476, 1384)
chronika-s1-title: ΔΙΠΛΩΜΑΤΙΚΑ (538, 158, 629, 173)
chronika-s6-title: ΑΙ ΠΡΩΤΑΙ ΔΟΚΙΜΑΙ ΔΙΑ ΤΗΝ ΠΑΡΑΓΩΓΗΝ ΒΑΡΕΩΣ ΥΔΑΤΟΣ (493, 1228, 674, 1276)
race-result-row (270, 1288, 476, 1304)
race-result-row (270, 1207, 476, 1223)
race-horse: 1 ΒΑΒΙΤ (270, 1126, 319, 1142)
chronika-ad-line: μικρὰ ἀγγελίας μας (524, 1647, 643, 1663)
race-result-row (270, 1238, 476, 1254)
race-result-row (270, 1127, 476, 1143)
ad-eagle-lift: LIFT - VANS (205, 2058, 320, 2080)
race-result-row (270, 1464, 476, 1480)
edo-p1: Ο ΑΠΡΙΛΙΟΣ δὲν μπαίνει μὲ διάθεσιν συμβιβασμοῦ. Εἰσχωρεῖ πάντα μὲ τόλμη εἰς τὰ γῆρας. Ἡ ἀτμόσφαιρα ἀλλάζει κάθε πολύ... ἐπηρεασμένος ἀπὸ τὸν Μάρτιο. Χθὲς ὁ καιρὸς —κατὰ τὸ Μετεωρολογικὸν Δελτίον— ἦτο ἄστατος. Ἀλλὰ καὶ εἰς τὰς Ἀθήνας δὲν ἦτο καλύτερος. Ἴσως τι γράψει ἡ Μανιακὴ χθεσινὴ ἐφημερίς: (46, 222, 254, 383)
race-payout: 26—12 (434, 1126, 476, 1142)
auction-footer-line: GUIDO CASPO (1431, 1143, 1517, 1158)
race-payout: 99 (461, 1609, 476, 1625)
expo-section (1139, 2010, 1349, 2175)
auction-footer-line: Ὁ Πλειστηριαστής (1426, 1128, 1522, 1143)
race-horse: 3 ΦΑΡ ΑΝΤΟΝΙΟ (270, 1625, 370, 1641)
ad-doctor-lines (54, 1620, 246, 1809)
dorea-text: κτὸ φορεῖ... τέτοιες γυναῖκες. Ἡ δικτῆς ἡ γυναῖκα ἀπὸ τὴν πρώτη μέρα ποὺ τὴν εἶδε, ἀνακάλυψε κάτι... Ὁ Στὰν εἶναι ὑπὲρ τῆς ἀνόδου τῆς γυναίκας. Ἀλλὰ πρέπει νὰ μὴ χαθεῖ ἡ θηλυκότητα... Ἡ αἴσθησις τοῦ χιοῦμορ τοῦ Ἀλμπὲρ Σέρρα ἐξασφάλισε πάντα τὴν πρωτιά του... Παντρεύτηκε τὴν τετάρτη γυναῖκα του... Κι' ἐγὼ ἀγάπη, κι' ἐγὼ ζωή, κι' ἐγὼ ὅτι ἔχω θὰ σὲ ἀφήσω... Τώρα ποὺ εἶμαι ἀνάπηρος κι' ἕνα γέλιο γεμάτο κολλύρι... (1364, 646, 1584, 840)
race-payout (420, 1495, 476, 1511)
race-horse: 1 ΕΛ ΓΙΑΝΤΙ (270, 1659, 342, 1675)
race-horse: 1 ΝΑΣΡ ΕΛ ΝΤΙΝ (270, 1448, 370, 1464)
race-results (270, 1111, 476, 1721)
chronika-logo: ΧΡΟΝΙΚΑ (490, 104, 677, 154)
race-payout: 16 (461, 1222, 476, 1238)
race-heading: 8η Ἱπποδρομία (329, 1643, 417, 1659)
genset-a: Τὴν παρελθοῦσαν Παρασκευὴν τὸ ἑσπέρας, εἰς τὴν μεγάλην αἴθουσαν τῆς Ἑλλην. Φιλαρμονικῆς Καΐρου, ἐγένετο ἡ ἐτησία Γενικὴ Συνέλευσις τοῦ Σωματείου, παρουσίᾳ περισσοτέρων τῶν 30 μελῶν. Τὴν ἔναρξιν τῆς συνελεύσεως ἐκήρυξεν ὁ Πρόεδρος κ. Ν. Μαυρομάτης... Ἡ ἔκθεσις τῶν ἐργασιῶν τῆς ἀπερχομένης ἐπιτροπῆς ἐγένετο ὑπὸ τοῦ Γενικοῦ Γραμματέως... Ἐπερχομένη ἐκλογή θὰ διεξαχθῇ τὴν ἐρχομένην ἑβδομάδα... Οἱ παρευρισκόμενοι ἐξέφρασαν τὰς εὐχαριστίας των... (893, 1300, 1118, 1510)
race-horse: Τ.Τ. 192.— (270, 1334, 333, 1350)
race-result-row (270, 1449, 476, 1465)
kyriaki3-p4: Ὁ Ἑλληνικὸς Τύπος ἐπίσης ἔρχεται καθυστερημένως... Ἀναμένομεν ὅτι ἡ ἐξυπηρέτησις θὰ βελτιωθῇ συντόμως, διότι αὐτὴ ἡ κατάστασις δὲν εἶναι ἀνεκτή... (1139, 649, 1349, 729)
column-chronika (490, 100, 677, 2265)
kyriaki3-signature: ΠΕΤΡΟΣ ΒΑΛΛΙΑΝΑΤΟΣ (1211, 736, 1349, 751)
race-result-row (270, 1675, 476, 1691)
auction-footer-line: 26 ΟΔΟΣ ΑΝΤΙΚΑΧΑ — ΚΑ·Ι·ΡΟΝ (1382, 1172, 1566, 1187)
column-2: ματα. «Εἰς τὸ γραφεῖον μας, γράφει ἀναγνώστης τῆς στήλης, ἔρχονται ὅλες οἱ ἐντολές μας. Φέρετε ἀρκετὰς εὐχὰς εἰς τὰς ἐπιστολὰς καὶ τὰς ἐπιδεικνύουν ὅπως δίδουν ἀντὶ τῶν ἡμερῶν ἐκεῖνων... Εἶναι ἡ μόνη γυναίκα τοῦ γραφείου μας καὶ πολὺ ὄμορφη κοπέλλα, ἔτσι μικρὸ ποσόν... — Ἐκέρδισα, πόσον ὅλως θέλεις; Ὅλα ἔγιναν μὲ τὴν πατρίδα μου... Κατόπιν σοῦ εἶπα νὰ φτάσεις εἰς τὴν ἀπόφασιν ἢ νὰ πληρώσεις ἀλλὰ ζητεῖ ἕνα ποσοστό ἐξ ὅλων τὰ κέρδη... Σὰν μεσημέρι θὰ εἶσαι μὲ ὅλα τ' ἀρχεῖα... Καὶ πράγματι, ἦλθε τὴν ἑπομένη μὲ τὴν ὑποσχεμένην ἐκπλήξιν. Ἐρρόφησε ἕνα καλλωπισμένον πουλόβερ ποὺ εἶχεν ἀγοράσει μὲ τὸν κέρδος τῶν ἱπποδρομιῶν. * * * ΦΙΛΟΣ δημοσίου κέντρου, μοῦ λέγει πῶς ἡμέρας, τὸν ὁποῖον, ὅπως εἶχε παρατηρήσει, ἕνας καλὸς πελάτης, ποὺ ἔχουν τὴν συνήθειαν εἰς τὰ χρόνια τῶν πέρσινων ἡμερῶν τὰ ἐρχόμενα ποτὲ ὅπου ἐκαθέζοντο... ἐκεῖ πλησίον ὅταν ὅλος... θέσις... «Εἶναι ἑβραῖος, λέγει, εἰς κάποιον ὅλων τῶν ὁποίων εἶναι μεγάλη ἡ ἐπίδεισις... «Πῶς, γράψε, δὲν σοῦ ὁλόκληρο τὸ κουλούρι... ζητῶ ἀπὸ σένα εἰς τὸ τραπέζι... — Θὰ σοῦ πῶ! — Ἀπομένω τὸ ὄνομα του... Στάσου ὅμως, μιὰ στιγμή. Μποροῦμε νὰ τὸ εὕρωμεν. Ἐδεῖξε, κάτι ποὺ φέρει γραμμένα ἐπάνω σὲ ἕνα εἴδος γραμματείου... * * * ΔΕΝ ὑπάρχει πιὸ ὡραῖο πρᾶγμα ἀπὸ τὴν δημοτικὴ μας. Ἐτούτο τὸ γράφει ὁ σημερινὸς λαογράφος τῆς ἀρχαιότητος ἀπὸ τὸν Λουκῆ κατέγραψε μοιρολόγια... Τὸ πρῶτο παλιὸ τραγούδι... Τὸ παλληκάρι τὸ καλὸ πεθαίνει καὶ χαίρεται, γεμάτη δόξα καὶ τιμὴ ψυχὴ του παραδίνει. Ἡ ζωή του ἦταν χρυσῆ, δὲν ἐλυπήθηκε ποτὲ κανένα... Ὅτι γκρεμιστῇ τὸ ὄνειρο, θὰ ζήσει μὲς στὰ τραγούδια. Ὅσοι εἶναι ἐρωτευμένοι, ἂς τὸ διαβάσουν. Θὰ βροῦν αὐτὸ ποὺ ζητᾶνε μέσα στοὺς στίχους τοῦ. Ο ΑΛΕΞΑΝΔΡΙΝΟΣ ΑΠΟΤΕΛΕΣΜΑΤΑ ΙΠΠΟΔΡΟΜΙΩΝ 1η Ἱπποδρομία 1 ΒΑΒΙΤ 26—12 2 ΛΟΝΑΝ 14 4 ΑΝΖΕΛΙΝΑ 14 Τ.Τ. 178.— 2α Ἱπποδρομία 1 ΕΛ ΧΟΥΕΤΙ 34—15 2 ΣΑΜΠΣ 16 3 ΖΟΥΚΡΑΝ 13 Τ.Τ. 318.— 3η Ἱπποδρομία 1 ΜΟΖΑΜΠΙΝ 19—17 2 ΜΑ·Ι-ΖΑΡ 21 3 ΦΑΝΤΙΑ 19 Τ.Τ. 192.— 4η Ἱπποδρομία 1 ΑΜΑΝ 47—14 2 ΑΜΠΟΥ ΦΑΡΟΥΑ 14 3 ΓΚΟΜΠΑΝ 11 Τ.Τ. 212.— 5η Ἱπποδρομία 1 ΝΑΣΡ ΕΛ ΝΤΙΝ 31—15 2 ΜΑΧΜΟΥΤ ΕΛ ΜΠΑΤΙΑ 16 3 ΚΑΜΠΙΡΑ 87 Τ.Τ. 146.— 6η Ἱπποδρομία 1 ΑΓΑ ΧΑΝ 800—33 2 ΖΙΝΑΤ 39 3 ΕΛ ΓΚΑΜΑΛ ΕΛ ΜΑΣΡΙ 13 7η Ἱπποδρομία 1 ΑΓΚΑΜΙ 68—25 2 ΜΟΥΧΝΗΤ 99 3 ΦΑΡ ΑΝΤΟΝΙΟ 73 8η Ἱπποδρομία 1 ΕΛ ΓΙΑΝΤΙ 66—12 2 ΧΑΚΑΓΙΕΚ 23 3 ΑΤΟΜΟ 14 Τ.Τ. 428 (270, 100, 476, 1721)
race-payout: 19 (461, 1318, 476, 1334)
auction-line: ΩΡΑ 4 μ.μ. (1445, 903, 1503, 918)
expo-title: ΘΑ ΠΑΡΑΤΑΘΗ Η ΓΕΩΡΓΙΚΗ ΕΚΘΕΣΙΣ (1149, 2018, 1339, 2051)
race-result-row (270, 1254, 476, 1270)
edo-p6: Η ΕΛΛΗΝΟΑΜΕΡΙΚΑΝΙΚΗ ἐφημερίς «Νέα Υόρκη» γράφει ὅτι ὁ πλούσιος μέτοικος ἐλευθερίου ξέρων καλὰ τὸ Ἑλληνικὸ ἐπάγγελμα, καὶ ζητεῖ νὰ στείλη εἰς τὸ ὑπουργεῖον τῆς Παιδείας τὰς Ἑλληνικὰς μὲ ἐπάνω ἀπὸ 50 εἰκόνας, καὶ τὰ κουτιά του... Σὲ πρώτη φάση ἦταν ἀναμμένη ἡ ἐπίσκεψις εἰς τὸν Παρθενῶνα... (46, 954, 254, 1100)
kyriaki2-p3: Οἱ νέοι αὐτοὶ ὑπάλληλοι ἔχουν τὴν ὑποχρέωσιν νὰ ἐργάζωνται καὶ τὸ ἀπόγευμα, ὥστε νὰ εἶναι εἰς θέσιν νὰ ἐξυπηρετοῦν τοὺς ὁμογενεῖς. Καὶ τώρα μὲ τὴν νέαν κατάστασιν, ἐπιβάλλεται ἡ ἐργασία νὰ γίνεται μὲ ταχύτητα... (893, 540, 1124, 637)
chios-cont: (Συνέχεια ἐκ τῆς σελίδος 5ης) (1403, 287, 1545, 302)
ad-eagle-line: Ἀσφάλεια — Ταχύτης — Ἐχεμύθεια (141, 2084, 350, 2100)
auction-line: 1, ΟΔΟΣ ΑΖΙΖ ΟΣΜΑΝ (1412, 932, 1536, 947)
col2-p1: ματα. «Εἰς τὸ γραφεῖον μας, γράφει ἀναγνώστης τῆς στήλης, ἔρχονται ὅλες οἱ ἐντολές μας. Φέρετε ἀρκετὰς εὐχὰς εἰς τὰς ἐπιστολὰς καὶ τὰς ἐπιδεικνύουν ὅπως δίδουν ἀντὶ τῶν ἡμερῶν ἐκεῖνων... Εἶναι ἡ μόνη γυναίκα τοῦ γραφείου μας καὶ πολὺ ὄμορφη κοπέλλα, ἔτσι μικρὸ ποσόν... (270, 100, 476, 229)
chios-text: χρ' κτί μεθ' αὐτὸ δέρειν, πράσινα ὑπερήφανα ἀπὸ σπίτια καὶ ὁμόρφα κήπα... ἄλλα μᾶς κάνουν νὰ λέμε ὅτι πράγματα, τὶς καρδιὲς κι' ἡ σελήνη ποὺ κοκκινίζει... Φίλ'ε Τὸ βουνὸ εἶναι κι' αὐτὸ... Εὐλογία Θεοῦ. Σὲ κάθε βῆμα μοσχοβολάει ὁ ἀέρας... (1364, 302, 1584, 415)
dorea-cont: (Συνέχεια ἐκ τῆς 4ης σελίδος) (1403, 631, 1545, 646)
kyriaki2-p4: Ὅπως καὶ νὰ ἔχῃ τὸ πρᾶγμα, εἶναι πλέον γνωστὸν ὅτι ἡ Κοινότης χρειάζεται συντόμως νέα πρόσωπα. Ἐλπίζομεν ὅτι ἡ ἐκλογὴ θὰ γίνῃ μὲ κριτήρια καὶ ἀξιοκρατικῶς... Δὲν θὰ εἶναι δυνατὸν νὰ ἐκλέγωνται οἱ νέοι ἄνευ τῆς ἐγκρίσεως τοῦ Κοινοτικοῦ Συμβουλίου... (893, 641, 1124, 754)
ad-eagle-lines (61, 2083, 464, 2173)
column-edo-ki-ekei: ΕΔΩ ΚΙ' ΕΚΕΙ ΕΝΑ ΣΚΙΤΣΟ - ΜΙΑ ΕΙΔΗΣΙΣ - ΕΝΑ ΕΠΙΚΑΙΡΟ Ο ΑΠΡΙΛΙΟΣ δὲν μπαίνει μὲ διάθεσιν συμβιβασμοῦ. Εἰσχωρεῖ πάντα μὲ τόλμη εἰς τὰ γῆρας. Ἡ ἀτμόσφαιρα ἀλλάζει κάθε πολύ... ἐπηρεασμένος ἀπὸ τὸν Μάρτιο. Χθὲς ὁ καιρὸς —κατὰ τὸ Μετεωρολογικὸν Δελτίον— ἦτο ἄστατος. Ἀλλὰ καὶ εἰς τὰς Ἀθήνας δὲν ἦτο καλύτερος. Ἴσως τι γράψει ἡ Μανιακὴ χθεσινὴ ἐφημερίς: «Σίγουρα ἔχασε τὸ γύρισμα τοῦ καιροῦ. Χιονίζει καὶ βρέχει. Ποῦ θὰ πάει, δηλαδή; Δὲν μπορεῖ νὰ τὸ προσέξει κανεὶς ἀκόμη. Τὸ τὲ περάση καὶ αὐτὸ τὸ ψυχρὸ κύμα, θὰ περάσωμεν, ἀπὸ σχετικὰ πλέον, εἰς τὴν Ἄνοιξι». Παρὰ τοῦτο εἶναι ὁ πλέον ἐνδιαφέρων, ὁ ὁποῖος ἀπὸ τὸ 1933 ἕως τὸ 1934, ὑπὸ τὴν 13 Ἀπριλίου ἐχιόνισε καὶ τὸ ἔστρωσε στὴν Ἀθήνα καὶ τὸ θερμόμετρο ἔφτασε κάτω τοῦ μηδενὸς ἐπὶ ἀρκετὰς ἡμέρας... * * * ΚΑΤΙ παράξενον δι' ὅσους ἀντιμετωπίζουν ἐκεῖ διαφορετικῶς: «Ὁ κ. Ἔστερ Χουάιτ, οἰκονόμος ἐργάτης ἀπὸ μεθοδικότητα, κερδίζει 350 δολλάρια κατὰ μῆνα, ὁπότε διατηρεῖ νὰ κατοικεῖ ἐξ ὅλων διαπρεπῶς εἰς τὸν ἀνώνυμον χῶρον τῆς μικρᾶς τοποθεσίας. Κατὰ τὸ ὁποῖον τελικὰ εἶχε ὅπως ἄνθρωποι τὰ τέκνα του 60 δολλάρια μηνιαίως. Συνήθως οἱ ἐν διαστάσει σύζυγοι πληρώνουν διατροφὴν εἰς τὴν σύζυγον καὶ τὰ τέκνα των. Ἀλλὰ διὰ πρώτην φορὰν παρουσιάζεται ἀπόφασις τοῦ δικαστηρίου τοῦ Ντητρόϊτ νὰ πληρώνουν τὰ τέκνα τῆς διατροφῆς... Πῶς; Ὁ πατὴρ ἔχασε κάθε δουλειὰ του καὶ τὰ τέκνα ἐργάζονται... * * * Η ΕΛΛΗΝΟΑΜΕΡΙΚΑΝΙΚΗ ἐφημερίς «Νέα Υόρκη» γράφει ὅτι ὁ πλούσιος μέτοικος ἐλευθερίου ξέρων καλὰ τὸ Ἑλληνικὸ ἐπάγγελμα, καὶ ζητεῖ νὰ στείλη εἰς τὸ ὑπουργεῖον τῆς Παιδείας τὰς Ἑλληνικὰς μὲ ἐπάνω ἀπὸ 50 εἰκόνας, καὶ τὰ κουτιά του... Σὲ πρώτη φάση ἦταν ἀναμμένη ἡ ἐπίσκεψις εἰς τὸν Παρθενῶνα... * * * ΚΑΤΑ πληροφορίας ἀπὸ τὴν Σμύρνην, ἡ Ἑλληνὶς καλλιτέχνις ὁ Κοιτὶ Ἀπολλίνα, ἐπιμελοῦσα ἐπιστήμονες εἰς τοὺς ὁποίους ἐδόθη ἄδεια διὰ νὰ ἐπισκεφθοῦν ἀρχαιολογικοὺς χώρους, ἀνεκάλυψε ἀρχαῖον ἐργαστήριον τοῦ ΝΑΤΟ ὑποφέρον περὶ Σμύρνης. Εἰς τὴν Σμύρνην ὑπάρχει κάθε νέα τοῦ λειτουργεῖ σχολεῖο ἑλληνικό καὶ ὁ δάσκαλος ἔλαβε 20 λίρες Τουρκίας διὰ τὴν ἐνθάρρυνσιν... Ὁ πληθυσμὸς εἶναι μέτριος εἰς τὸν ἀριθμόν. Πολὺ ἐλληνικοὶ ὑπάρχουν παρὰ τὰ ὅσα λέγονται. * * * ΤΟ ΠΑΝ εἶναι ὁ τρόπος ποὺ ἀντιμετωπίζεται ἡ ζωή... (46, 100, 254, 1945)
city-phone: 27613 25225 (361, 2201, 444, 2217)
